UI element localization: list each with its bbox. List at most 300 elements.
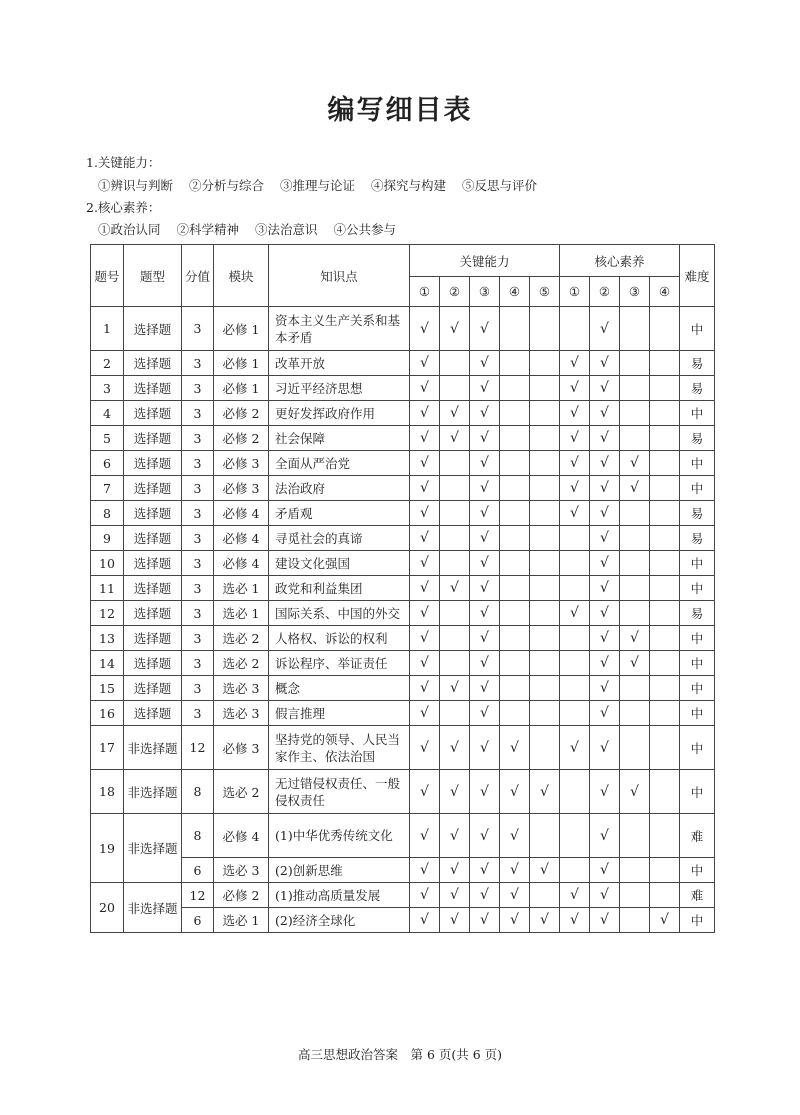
literacy-empty [620, 908, 650, 933]
literacy-check: √ [590, 651, 620, 676]
literacy-empty [620, 814, 650, 858]
ability-check: √ [440, 307, 470, 351]
literacy-empty [650, 814, 680, 858]
page-title: 编写细目表 [327, 95, 473, 126]
ability-check: √ [500, 726, 530, 770]
literacy-empty [650, 770, 680, 814]
topic-cell: 习近平经济思想 [269, 376, 410, 401]
question-type: 选择题 [124, 601, 182, 626]
difficulty-cell: 易 [680, 526, 715, 551]
topic-cell: (1)推动高质量发展 [269, 883, 410, 908]
ability-empty [440, 626, 470, 651]
literacy-empty [650, 526, 680, 551]
ability-check: √ [500, 883, 530, 908]
question-number: 10 [91, 551, 124, 576]
literacy-option: ②科学精神 [176, 222, 240, 237]
ability-check: √ [410, 576, 440, 601]
difficulty-cell: 中 [680, 307, 715, 351]
ability-check: √ [410, 726, 440, 770]
literacy-empty [650, 401, 680, 426]
ability-check: √ [410, 351, 440, 376]
ability-empty [530, 651, 560, 676]
module-cell: 必修 4 [214, 501, 269, 526]
ability-check: √ [530, 770, 560, 814]
literacy-empty [620, 701, 650, 726]
question-type: 选择题 [124, 501, 182, 526]
literacy-empty [650, 501, 680, 526]
ability-check: √ [410, 770, 440, 814]
difficulty-cell: 中 [680, 701, 715, 726]
literacy-check: √ [620, 451, 650, 476]
ability-check: √ [470, 551, 500, 576]
ability-check: √ [410, 501, 440, 526]
question-number: 17 [91, 726, 124, 770]
literacy-check: √ [620, 651, 650, 676]
literacy-empty [620, 526, 650, 551]
ability-empty [500, 401, 530, 426]
difficulty-cell: 易 [680, 426, 715, 451]
ability-empty [530, 814, 560, 858]
question-type: 选择题 [124, 651, 182, 676]
ability-check: √ [410, 883, 440, 908]
ability-empty [530, 401, 560, 426]
ability-check: √ [470, 676, 500, 701]
question-type: 非选择题 [124, 770, 182, 814]
ability-empty [530, 426, 560, 451]
difficulty-cell: 易 [680, 501, 715, 526]
question-type: 选择题 [124, 526, 182, 551]
topic-cell: 社会保障 [269, 426, 410, 451]
ability-check: √ [470, 401, 500, 426]
question-type: 选择题 [124, 576, 182, 601]
topic-cell: (2)创新思维 [269, 858, 410, 883]
topic-cell: 无过错侵权责任、一般侵权责任 [269, 770, 410, 814]
ability-check: √ [410, 451, 440, 476]
literacy-check: √ [560, 376, 590, 401]
ability-empty [530, 376, 560, 401]
literacy-check: √ [560, 476, 590, 501]
ability-check: √ [440, 676, 470, 701]
literacy-empty [650, 858, 680, 883]
header-ability-col: ⑤ [530, 277, 560, 307]
score-cell: 3 [182, 476, 214, 501]
topic-cell: 国际关系、中国的外交 [269, 601, 410, 626]
table-row [91, 576, 715, 601]
question-number: 7 [91, 476, 124, 501]
table-row [91, 526, 715, 551]
table-row [91, 501, 715, 526]
table-row [91, 376, 715, 401]
question-type: 非选择题 [124, 726, 182, 770]
ability-check: √ [470, 501, 500, 526]
ability-check: √ [470, 451, 500, 476]
difficulty-cell: 中 [680, 676, 715, 701]
literacy-empty [650, 601, 680, 626]
page-footer: 高三思想政治答案 第 6 页(共 6 页) [297, 1047, 503, 1062]
topic-cell: 寻觅社会的真谛 [269, 526, 410, 551]
score-cell: 3 [182, 651, 214, 676]
ability-check: √ [410, 601, 440, 626]
spec-table [90, 244, 715, 933]
topic-cell: 人格权、诉讼的权利 [269, 626, 410, 651]
header-module: 模块 [214, 245, 269, 307]
literacy-empty [620, 307, 650, 351]
module-cell: 必修 2 [214, 401, 269, 426]
table-row [91, 626, 715, 651]
question-type: 选择题 [124, 376, 182, 401]
literacy-check: √ [590, 401, 620, 426]
header-ability-col: ③ [470, 277, 500, 307]
difficulty-cell: 中 [680, 451, 715, 476]
difficulty-cell: 中 [680, 576, 715, 601]
header-literacy-col: ② [590, 277, 620, 307]
ability-check: √ [470, 726, 500, 770]
header-ability-col: ④ [500, 277, 530, 307]
question-number: 19 [91, 814, 124, 883]
ability-empty [440, 651, 470, 676]
header-literacy-col: ① [560, 277, 590, 307]
ability-empty [530, 601, 560, 626]
literacy-empty [650, 426, 680, 451]
ability-check: √ [470, 426, 500, 451]
module-cell: 选必 1 [214, 576, 269, 601]
difficulty-cell: 中 [680, 626, 715, 651]
literacy-empty [650, 376, 680, 401]
topic-cell: 改革开放 [269, 351, 410, 376]
score-cell: 3 [182, 426, 214, 451]
literacy-check: √ [590, 501, 620, 526]
ability-empty [530, 307, 560, 351]
literacy-empty [650, 676, 680, 701]
question-number: 8 [91, 501, 124, 526]
ability-empty [440, 701, 470, 726]
score-cell: 3 [182, 551, 214, 576]
ability-empty [500, 426, 530, 451]
score-cell: 3 [182, 501, 214, 526]
literacy-check: √ [560, 726, 590, 770]
question-type: 选择题 [124, 307, 182, 351]
literacy-check: √ [590, 451, 620, 476]
score-cell: 12 [182, 726, 214, 770]
module-cell: 选必 3 [214, 858, 269, 883]
question-number: 6 [91, 451, 124, 476]
literacy-empty [620, 501, 650, 526]
score-cell: 12 [182, 883, 214, 908]
literacy-empty [560, 701, 590, 726]
header-ability-col: ① [410, 277, 440, 307]
header-num: 题号 [91, 245, 124, 307]
ability-check: √ [530, 858, 560, 883]
question-number: 9 [91, 526, 124, 551]
difficulty-cell: 易 [680, 601, 715, 626]
score-cell: 3 [182, 526, 214, 551]
header-literacy-col: ④ [650, 277, 680, 307]
question-number: 16 [91, 701, 124, 726]
ability-empty [440, 351, 470, 376]
table-row [91, 426, 715, 451]
topic-cell: 诉讼程序、举证责任 [269, 651, 410, 676]
question-type: 选择题 [124, 401, 182, 426]
score-cell: 3 [182, 626, 214, 651]
topic-cell: 矛盾观 [269, 501, 410, 526]
score-cell: 3 [182, 351, 214, 376]
ability-empty [530, 576, 560, 601]
topic-cell: 全面从严治党 [269, 451, 410, 476]
ability-empty [530, 626, 560, 651]
literacy-check: √ [590, 376, 620, 401]
table-row [91, 601, 715, 626]
literacy-empty [650, 883, 680, 908]
literacy-empty [620, 576, 650, 601]
literacy-check: √ [560, 501, 590, 526]
ability-check: √ [410, 908, 440, 933]
ability-empty [440, 551, 470, 576]
literacy-empty [620, 351, 650, 376]
ability-option: ④探究与构建 [371, 178, 447, 193]
ability-empty [500, 651, 530, 676]
ability-check: √ [470, 576, 500, 601]
literacy-check: √ [560, 601, 590, 626]
ability-empty [500, 476, 530, 501]
score-cell: 8 [182, 814, 214, 858]
literacy-options [98, 222, 408, 238]
ability-empty [500, 351, 530, 376]
ability-empty [500, 601, 530, 626]
difficulty-cell: 中 [680, 770, 715, 814]
ability-empty [530, 676, 560, 701]
difficulty-cell: 中 [680, 726, 715, 770]
module-cell: 必修 4 [214, 814, 269, 858]
module-cell: 必修 3 [214, 476, 269, 501]
question-type: 选择题 [124, 626, 182, 651]
ability-check: √ [440, 401, 470, 426]
question-number: 12 [91, 601, 124, 626]
table-row [91, 451, 715, 476]
difficulty-cell: 中 [680, 551, 715, 576]
literacy-empty [650, 451, 680, 476]
ability-check: √ [470, 626, 500, 651]
topic-cell: 建设文化强国 [269, 551, 410, 576]
literacy-check: √ [560, 401, 590, 426]
literacy-empty [620, 883, 650, 908]
ability-check: √ [410, 814, 440, 858]
ability-check: √ [440, 908, 470, 933]
ability-check: √ [470, 651, 500, 676]
ability-empty [500, 501, 530, 526]
literacy-empty [650, 701, 680, 726]
ability-check: √ [470, 526, 500, 551]
ability-option: ⑤反思与评价 [462, 178, 538, 193]
ability-check: √ [440, 883, 470, 908]
ability-empty [500, 576, 530, 601]
ability-check: √ [500, 814, 530, 858]
literacy-check: √ [590, 426, 620, 451]
score-cell: 3 [182, 601, 214, 626]
table-row [91, 651, 715, 676]
table-row [91, 883, 715, 908]
module-cell: 必修 4 [214, 526, 269, 551]
ability-check: √ [440, 858, 470, 883]
ability-check: √ [470, 701, 500, 726]
header-difficulty: 难度 [680, 245, 715, 307]
header-literacy-col: ③ [620, 277, 650, 307]
topic-cell: (2)经济全球化 [269, 908, 410, 933]
ability-check: √ [500, 858, 530, 883]
topic-cell: 政党和利益集团 [269, 576, 410, 601]
question-type: 选择题 [124, 476, 182, 501]
score-cell: 3 [182, 376, 214, 401]
literacy-option: ③法治意识 [255, 222, 318, 237]
ability-check: √ [530, 908, 560, 933]
ability-option: ①辨识与判断 [98, 178, 174, 193]
question-type: 选择题 [124, 451, 182, 476]
literacy-check: √ [590, 858, 620, 883]
module-cell: 选必 2 [214, 626, 269, 651]
ability-check: √ [440, 814, 470, 858]
literacy-check: √ [620, 770, 650, 814]
ability-check: √ [470, 476, 500, 501]
ability-empty [500, 526, 530, 551]
ability-empty [440, 526, 470, 551]
ability-check: √ [470, 307, 500, 351]
module-cell: 选必 3 [214, 701, 269, 726]
ability-check: √ [410, 551, 440, 576]
literacy-heading: 2.核心素养： [86, 200, 161, 215]
module-cell: 必修 4 [214, 551, 269, 576]
literacy-check: √ [590, 576, 620, 601]
literacy-check: √ [590, 601, 620, 626]
table-row [91, 551, 715, 576]
question-number: 3 [91, 376, 124, 401]
literacy-check: √ [590, 701, 620, 726]
question-number: 13 [91, 626, 124, 651]
module-cell: 必修 3 [214, 451, 269, 476]
literacy-check: √ [590, 551, 620, 576]
score-cell: 8 [182, 770, 214, 814]
module-cell: 必修 3 [214, 726, 269, 770]
literacy-empty [620, 376, 650, 401]
ability-check: √ [500, 908, 530, 933]
question-type: 选择题 [124, 426, 182, 451]
module-cell: 选必 2 [214, 651, 269, 676]
ability-empty [500, 701, 530, 726]
table-row [91, 351, 715, 376]
ability-empty [530, 726, 560, 770]
ability-empty [500, 551, 530, 576]
topic-cell: 概念 [269, 676, 410, 701]
literacy-empty [560, 576, 590, 601]
ability-empty [530, 351, 560, 376]
score-cell: 3 [182, 576, 214, 601]
ability-check: √ [440, 726, 470, 770]
ability-empty [440, 376, 470, 401]
literacy-empty [620, 726, 650, 770]
question-number: 14 [91, 651, 124, 676]
ability-check: √ [470, 883, 500, 908]
literacy-check: √ [590, 676, 620, 701]
score-cell: 3 [182, 701, 214, 726]
score-cell: 3 [182, 401, 214, 426]
literacy-empty [560, 626, 590, 651]
literacy-option: ④公共参与 [333, 222, 397, 237]
literacy-empty [650, 307, 680, 351]
literacy-check: √ [590, 908, 620, 933]
literacy-check: √ [560, 451, 590, 476]
table-row [91, 401, 715, 426]
ability-empty [530, 476, 560, 501]
ability-check: √ [470, 376, 500, 401]
ability-empty [440, 476, 470, 501]
ability-empty [530, 551, 560, 576]
question-number: 11 [91, 576, 124, 601]
literacy-check: √ [620, 626, 650, 651]
ability-check: √ [410, 307, 440, 351]
literacy-empty [560, 770, 590, 814]
ability-empty [440, 451, 470, 476]
literacy-check: √ [560, 426, 590, 451]
table-row [91, 476, 715, 501]
literacy-check: √ [650, 908, 680, 933]
difficulty-cell: 难 [680, 814, 715, 858]
question-number: 2 [91, 351, 124, 376]
header-topic: 知识点 [269, 245, 410, 307]
literacy-check: √ [590, 351, 620, 376]
table-row [91, 701, 715, 726]
ability-check: √ [440, 426, 470, 451]
question-type: 非选择题 [124, 814, 182, 883]
literacy-empty [650, 351, 680, 376]
difficulty-cell: 中 [680, 908, 715, 933]
ability-empty [530, 451, 560, 476]
topic-cell: 更好发挥政府作用 [269, 401, 410, 426]
literacy-check: √ [560, 351, 590, 376]
question-type: 选择题 [124, 676, 182, 701]
module-cell: 必修 1 [214, 376, 269, 401]
ability-empty [500, 376, 530, 401]
ability-check: √ [470, 814, 500, 858]
literacy-empty [620, 426, 650, 451]
question-number: 18 [91, 770, 124, 814]
ability-check: √ [410, 651, 440, 676]
literacy-check: √ [590, 626, 620, 651]
literacy-empty [650, 626, 680, 651]
ability-check: √ [410, 676, 440, 701]
ability-check: √ [410, 701, 440, 726]
difficulty-cell: 中 [680, 476, 715, 501]
ability-empty [500, 626, 530, 651]
ability-check: √ [410, 401, 440, 426]
literacy-check: √ [590, 883, 620, 908]
table-row [91, 770, 715, 814]
literacy-empty [650, 476, 680, 501]
ability-empty [530, 883, 560, 908]
difficulty-cell: 易 [680, 351, 715, 376]
topic-cell: 资本主义生产关系和基本矛盾 [269, 307, 410, 351]
question-number: 1 [91, 307, 124, 351]
ability-option: ③推理与论证 [280, 178, 356, 193]
question-type: 非选择题 [124, 883, 182, 933]
literacy-empty [650, 651, 680, 676]
question-number: 5 [91, 426, 124, 451]
literacy-check: √ [620, 476, 650, 501]
header-ability: 关键能力 [410, 245, 560, 277]
ability-check: √ [500, 770, 530, 814]
score-cell: 6 [182, 908, 214, 933]
module-cell: 选必 1 [214, 601, 269, 626]
ability-check: √ [470, 601, 500, 626]
literacy-check: √ [590, 476, 620, 501]
literacy-empty [560, 651, 590, 676]
